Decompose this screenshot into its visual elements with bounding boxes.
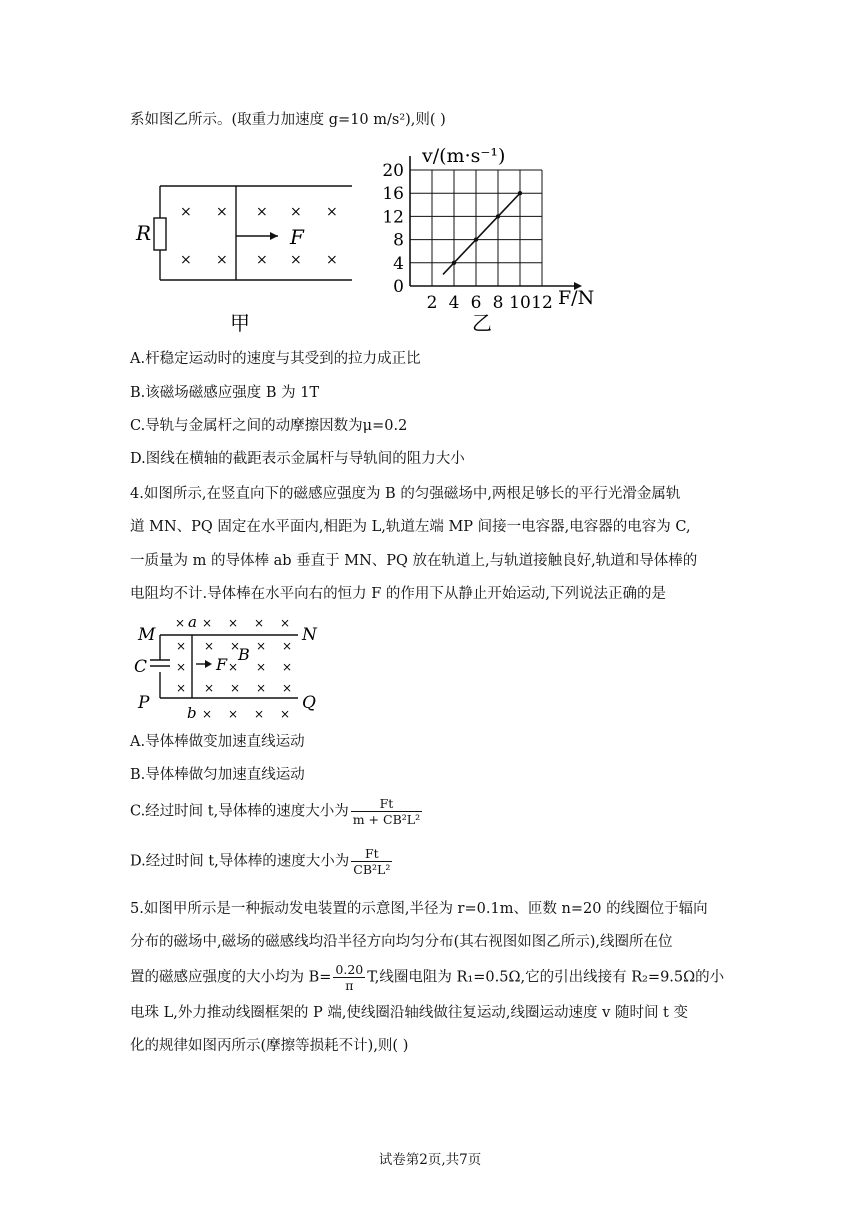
fraction-c: $\frac{Ft}{\text{m + CB²L²}}$ — [352, 796, 421, 827]
label-R: R — [136, 221, 152, 245]
svg-text:×: × — [282, 660, 293, 674]
svg-text:×: × — [280, 707, 291, 721]
svg-text:×: × — [175, 616, 186, 630]
q4-line-1: 4.如图所示,在竖直向下的磁感应强度为 B 的匀强磁场中,两根足够长的平行光滑金属轨 — [130, 486, 681, 502]
resistor-symbol — [154, 218, 166, 250]
svg-text:×: × — [180, 252, 192, 268]
label-M: M — [138, 625, 156, 645]
svg-text:×: × — [230, 639, 241, 653]
svg-text:×: × — [202, 616, 213, 630]
q4-line-2: 道 MN、PQ 固定在水平面内,相距为 L,轨道左端 MP 间接一电容器,电容器的电容为 C, — [130, 519, 691, 535]
svg-text:×: × — [256, 660, 267, 674]
x-tick-label: 2 — [426, 293, 438, 313]
svg-text:×: × — [204, 681, 215, 695]
svg-text:×: × — [256, 639, 267, 653]
label-b: b — [187, 704, 197, 722]
y-tick-label: 12 — [382, 207, 404, 228]
q4-line-3: 一质量为 m 的导体棒 ab 垂直于 MN、PQ 放在轨道上,与轨道接触良好,轨道和导体棒的 — [130, 553, 698, 569]
series-point — [518, 191, 522, 195]
series-point — [474, 237, 478, 241]
chart-xlabel: F/N — [558, 287, 595, 309]
y-tick-label: 4 — [393, 253, 404, 274]
svg-text:×: × — [176, 639, 187, 653]
intro-line: 系如图乙所示。(取重力加速度 g=10 m/s²),则( ) — [130, 112, 446, 128]
svg-text:×: × — [216, 204, 228, 220]
chart-x-ticks — [427, 293, 553, 313]
y-tick-label: 0 — [393, 277, 404, 297]
svg-text:×: × — [326, 252, 338, 268]
svg-text:×: × — [282, 639, 293, 653]
q4-option-a: A.导体棒做变加速直线运动 — [130, 734, 305, 750]
fraction-b: $\frac{0.20}{\pi}$ — [335, 962, 364, 993]
svg-text:×: × — [280, 616, 291, 630]
label-B: B — [238, 645, 250, 664]
svg-text:×: × — [290, 204, 302, 220]
svg-text:×: × — [282, 681, 293, 695]
svg-text:×: × — [254, 707, 265, 721]
svg-text:×: × — [228, 616, 239, 630]
caption-yi: 乙 — [472, 311, 492, 335]
chart-y-ticks — [382, 161, 404, 297]
chart-grid — [410, 170, 542, 286]
q5-line-2: 分布的磁场中,磁场的磁感线均沿半径方向均匀分布(其右视图如图乙所示),线圈所在位 — [130, 934, 673, 950]
svg-text:×: × — [230, 681, 241, 695]
label-F: F — [216, 655, 228, 674]
series-point — [496, 214, 500, 218]
svg-text:×: × — [216, 252, 228, 268]
svg-text:×: × — [326, 204, 338, 220]
label-P: P — [138, 693, 150, 713]
x-tick-label: 12 — [531, 293, 553, 313]
x-tick-label: 8 — [492, 293, 504, 313]
svg-text:×: × — [256, 204, 268, 220]
label-N: N — [302, 625, 317, 645]
y-tick-label: 16 — [382, 184, 404, 205]
q5-line-4: 电珠 L,外力推动线圈框架的 P 端,使线圈沿轴线做往复运动,线圈运动速度 v 随时间 t 变 — [130, 1005, 688, 1021]
svg-text:×: × — [176, 681, 187, 695]
q3-option-a: A.杆稳定运动时的速度与其受到的拉力成正比 — [130, 351, 421, 367]
svg-text:×: × — [204, 639, 215, 653]
figure-yi-chart — [378, 140, 608, 340]
q3-option-d: D.图线在横轴的截距表示金属杆与导轨间的阻力大小 — [130, 451, 465, 467]
svg-text:×: × — [228, 707, 239, 721]
q4-figure — [130, 610, 330, 728]
fraction-d: $\frac{Ft}{\text{CB²L²}}$ — [353, 846, 391, 877]
svg-text:×: × — [180, 204, 192, 220]
series-point — [452, 261, 456, 265]
x-tick-label: 6 — [470, 293, 482, 313]
figure-jia — [130, 170, 370, 340]
label-C: C — [134, 657, 148, 677]
q3-option-c: C.导轨与金属杆之间的动摩擦因数为μ=0.2 — [130, 418, 408, 434]
y-tick-label: 8 — [393, 230, 404, 251]
x-tick-label: 10 — [509, 293, 531, 313]
svg-text:×: × — [254, 616, 265, 630]
q4-option-d: D.经过时间 t,导体棒的速度大小为 $\frac{Ft}{\text{CB²L²}}$ — [130, 846, 391, 877]
q5-line-1: 5.如图甲所示是一种振动发电装置的示意图,半径为 r=0.1m、匝数 n=20 的线圈位于辐向 — [130, 901, 708, 917]
svg-text:×: × — [290, 252, 302, 268]
svg-text:×: × — [228, 660, 239, 674]
x-tick-label: 4 — [448, 293, 460, 313]
q5-line-5: 化的规律如图丙所示(摩擦等损耗不计),则( ) — [130, 1038, 409, 1054]
label-F: F — [290, 225, 304, 249]
q4-option-c: C.经过时间 t,导体棒的速度大小为 $\frac{Ft}{\text{m + CB²L²}}$ — [130, 796, 421, 827]
chart-axes — [410, 156, 582, 290]
page-footer: 试卷第2页,共7页 — [378, 1152, 482, 1168]
q4-option-b: B.导体棒做匀加速直线运动 — [130, 767, 305, 783]
q4-line-4: 电阻均不计.导体棒在水平向右的恒力 F 的作用下从静止开始运动,下列说法正确的是 — [130, 586, 666, 602]
caption-jia: 甲 — [230, 311, 250, 335]
chart-series — [443, 191, 522, 274]
label-a: a — [188, 613, 197, 631]
label-Q: Q — [302, 693, 316, 713]
svg-text:×: × — [202, 707, 213, 721]
svg-text:×: × — [256, 681, 267, 695]
svg-text:×: × — [176, 660, 187, 674]
q3-option-b: B.该磁场磁感应强度 B 为 1T — [130, 385, 320, 401]
chart-ylabel: v/(m·s⁻¹) — [422, 145, 506, 167]
y-tick-label: 20 — [382, 161, 404, 181]
q5-line-3: 置的磁感应强度的大小均为 B= $\frac{0.20}{\pi}$ T,线圈电阻为 R₁=0.5Ω,它的引出线接有 R₂=9.5Ω的小 — [130, 962, 725, 993]
svg-text:×: × — [256, 252, 268, 268]
